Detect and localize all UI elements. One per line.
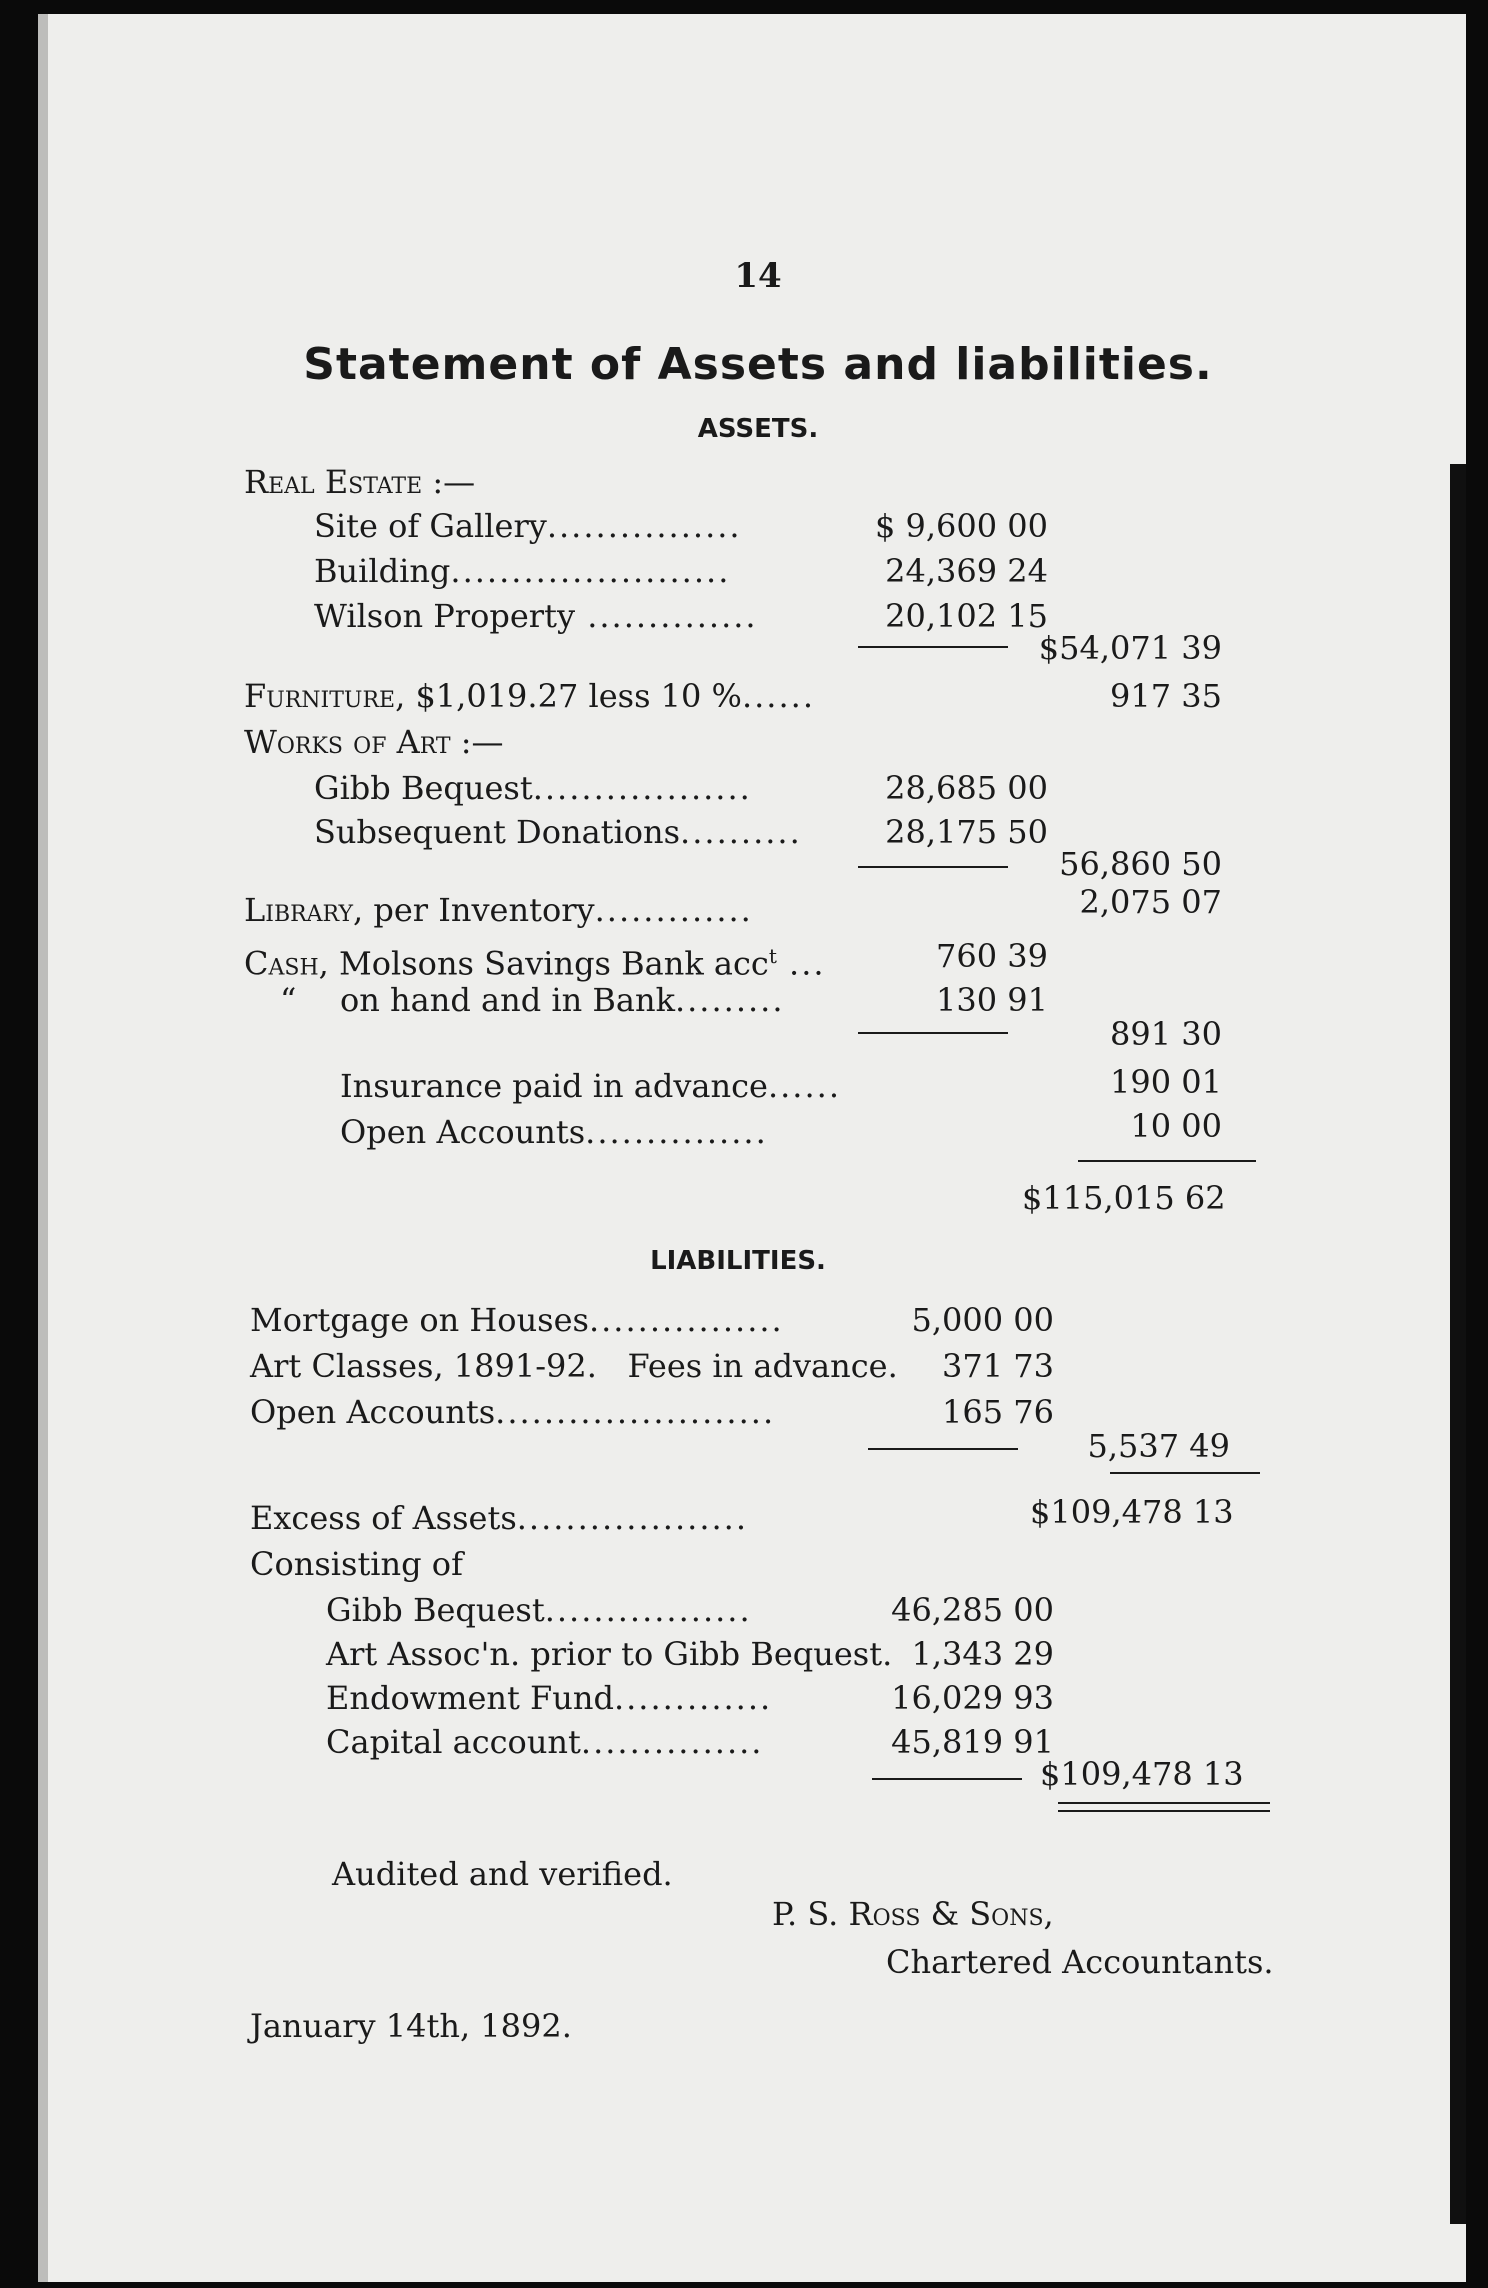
mortgage-label: Mortgage on Houses................ (250, 1301, 784, 1339)
subtotal-rule (858, 866, 1008, 868)
firm-name: P. S. Ross & Sons, (772, 1895, 1054, 1933)
building-label: Building....................... (314, 552, 731, 590)
total-rule (1078, 1160, 1256, 1162)
art-assoc-label: Art Assoc'n. prior to Gibb Bequest. (326, 1635, 893, 1673)
endowment-amount: 16,029 93 (891, 1679, 1054, 1717)
donations-amount: 28,175 50 (885, 813, 1048, 851)
capital-amount: 45,819 91 (891, 1723, 1054, 1761)
insurance-total: 190 01 (1110, 1063, 1222, 1101)
gibb-bequest-label: Gibb Bequest.................. (314, 769, 752, 807)
art-classes-label: Art Classes, 1891-92. Fees in advance. (250, 1347, 898, 1385)
excess-label: Excess of Assets................... (250, 1499, 748, 1537)
ditto-mark: “ (280, 981, 297, 1019)
mortgage-amount: 5,000 00 (911, 1301, 1054, 1339)
real-estate-total: $54,071 39 (1038, 629, 1222, 667)
document-page (38, 14, 1466, 2282)
page-title: Statement of Assets and liabilities. (303, 339, 1213, 390)
consisting-of-label: Consisting of (250, 1545, 463, 1583)
wilson-label: Wilson Property .............. (314, 597, 758, 635)
library-total: 2,075 07 (1079, 883, 1222, 921)
excess-total: $109,478 13 (1040, 1755, 1244, 1793)
on-hand-label: on hand and in Bank......... (340, 981, 785, 1019)
cash-amount: 760 39 (936, 937, 1048, 975)
capital-label: Capital account............... (326, 1723, 764, 1761)
works-total: 56,860 50 (1059, 845, 1222, 883)
liabilities-open-amount: 165 76 (942, 1393, 1054, 1431)
liabilities-open-label: Open Accounts....................... (250, 1393, 776, 1431)
excess-amount: $109,478 13 (1030, 1493, 1234, 1531)
liabilities-total: 5,537 49 (1087, 1427, 1230, 1465)
donations-label: Subsequent Donations.......... (314, 813, 802, 851)
endowment-label: Endowment Fund............. (326, 1679, 773, 1717)
site-label: Site of Gallery................ (314, 507, 742, 545)
real-estate-label: Real Estate :— (244, 463, 476, 501)
assets-grand-total: $115,015 62 (1022, 1179, 1226, 1217)
subtotal-rule (868, 1448, 1018, 1450)
art-assoc-amount: 1,343 29 (911, 1635, 1054, 1673)
assets-heading: ASSETS. (697, 414, 819, 444)
excess-gibb-amount: 46,285 00 (891, 1591, 1054, 1629)
cash-total: 891 30 (1110, 1015, 1222, 1053)
subtotal-rule (858, 646, 1008, 648)
page-number: 14 (734, 256, 782, 296)
on-hand-amount: 130 91 (936, 981, 1048, 1019)
page-edge-shadow (1450, 464, 1466, 2224)
subtotal-rule (858, 1032, 1008, 1034)
audited-note: Audited and verified. (332, 1855, 673, 1893)
building-amount: 24,369 24 (885, 552, 1048, 590)
furniture-total: 917 35 (1110, 677, 1222, 715)
open-accounts-total: 10 00 (1130, 1107, 1222, 1145)
total-rule (1110, 1472, 1260, 1474)
library-label: Library, per Inventory............. (244, 891, 753, 929)
cash-label: Cash, Molsons Savings Bank acc$^t$ ... (244, 944, 826, 983)
works-of-art-label: Works of Art :— (244, 723, 504, 761)
liabilities-heading: LIABILITIES. (650, 1246, 826, 1276)
wilson-amount: 20,102 15 (885, 597, 1048, 635)
excess-gibb-label: Gibb Bequest................. (326, 1591, 752, 1629)
statement-date: January 14th, 1892. (250, 2007, 572, 2045)
insurance-label: Insurance paid in advance...... (340, 1067, 841, 1105)
art-classes-amount: 371 73 (942, 1347, 1054, 1385)
firm-title: Chartered Accountants. (886, 1943, 1274, 1981)
furniture-label: Furniture, $1,019.27 less 10 %...... (244, 677, 815, 715)
site-amount: $ 9,600 00 (874, 507, 1048, 545)
double-rule-bottom (1058, 1810, 1270, 1812)
open-accounts-label: Open Accounts............... (340, 1113, 768, 1151)
double-rule-top (1058, 1802, 1270, 1804)
gibb-bequest-amount: 28,685 00 (885, 769, 1048, 807)
subtotal-rule (872, 1778, 1022, 1780)
